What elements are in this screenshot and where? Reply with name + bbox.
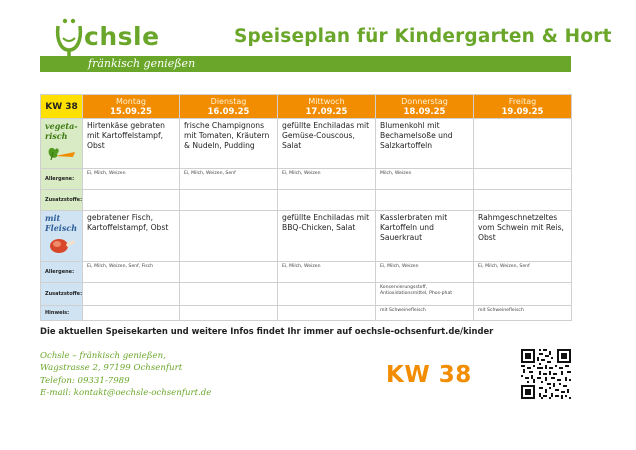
day-header (278, 95, 376, 119)
day-name: Freitag (508, 96, 537, 106)
notes-cell (83, 306, 180, 321)
kw-label: KW 38 (41, 95, 83, 119)
notes-cell: mit Schweinefleisch (474, 306, 572, 321)
vegetables-icon (45, 144, 77, 162)
vegetarian-allergens-row (41, 169, 572, 190)
day-name: Donnerstag (401, 96, 448, 106)
additives-label: Zusatzstoffe: (41, 190, 83, 211)
category-label: Fleisch (45, 223, 78, 233)
allergens-cell: Ei, Milch, Weizen (83, 169, 180, 190)
day-date: 17.09.25 (305, 106, 348, 117)
notes-cell (180, 306, 278, 321)
day-name: Montag (116, 96, 146, 106)
contact-block (40, 350, 211, 400)
dish-cell (180, 211, 278, 262)
notes-cell (278, 306, 376, 321)
additives-label: Zusatzstoffe: (41, 283, 83, 306)
additives-cell (180, 283, 278, 306)
allergens-cell: Ei, Milch, Weizen, Senf (180, 169, 278, 190)
table-header-row (41, 95, 572, 119)
contact-phone: Telefon: 09331-7989 (40, 375, 130, 386)
additives-cell (376, 190, 474, 211)
allergens-cell: Ei, Milch, Weizen (376, 262, 474, 283)
info-text: Die aktuellen Speisekarten und weitere Infos findet Ihr immer auf oechsle-ochsenfurt.de/kinder (40, 326, 494, 336)
meat-additives-row (41, 283, 572, 306)
additives-cell (474, 283, 572, 306)
qr-code-icon[interactable] (521, 349, 571, 399)
allergens-label: Allergene: (41, 262, 83, 283)
allergens-cell: Ei, Milch, Weizen, Senf (474, 262, 572, 283)
allergens-cell: Milch, Weizen (376, 169, 474, 190)
notes-label: Hinweis: (41, 306, 83, 321)
menu-table (40, 94, 572, 321)
allergens-label: Allergene: (41, 169, 83, 190)
day-name: Dienstag (210, 96, 247, 106)
day-header (83, 95, 180, 119)
logo-tagline: fränkisch genießen (88, 57, 196, 70)
category-vegetarian (41, 119, 83, 169)
dish-cell (474, 119, 572, 169)
additives-cell (180, 190, 278, 211)
allergens-cell: Ei, Milch, Weizen (278, 169, 376, 190)
meat-row (41, 211, 572, 262)
vegetarian-row (41, 119, 572, 169)
dish-cell: Blumenkohl mit Bechamelsoße und Salzkartoffeln (376, 119, 474, 169)
week-number-large: KW 38 (386, 362, 472, 388)
allergens-cell: Ei, Milch, Weizen, Senf, Fisch (83, 262, 180, 283)
dish-cell: gebratener Fisch, Kartoffelstampf, Obst (83, 211, 180, 262)
contact-email[interactable]: E-mail: kontakt@oechsle-ochsenfurt.de (40, 388, 212, 399)
additives-cell (278, 283, 376, 306)
day-header (376, 95, 474, 119)
allergens-cell: Ei, Milch, Weizen (278, 262, 376, 283)
dish-cell: frische Champignons mit Tomaten, Kräutern & Nudeln, Pudding (180, 119, 278, 169)
ham-icon (45, 235, 77, 255)
meat-allergens-row (41, 262, 572, 283)
page-title: Speiseplan für Kindergarten & Hort (234, 26, 612, 47)
category-label: mit (45, 213, 61, 223)
allergens-cell (180, 262, 278, 283)
category-label: vegeta- (45, 121, 78, 131)
contact-name: Ochsle – fränkisch genießen, (40, 351, 166, 361)
dish-cell: gefüllte Enchiladas mit BBQ-Chicken, Salat (278, 211, 376, 262)
additives-cell (474, 190, 572, 211)
day-header (180, 95, 278, 119)
additives-cell (278, 190, 376, 211)
additives-cell (83, 283, 180, 306)
dish-cell: Rahmgeschnetzeltes vom Schwein mit Reis, Obst (474, 211, 572, 262)
additives-cell: Konservierungsstoff, Antioxidationsmittel, Phos-phat (376, 283, 474, 306)
allergens-cell (474, 169, 572, 190)
category-meat (41, 211, 83, 262)
day-header (474, 95, 572, 119)
day-date: 19.09.25 (501, 106, 544, 117)
category-label: risch (45, 131, 68, 141)
contact-address: Wagstrasse 2, 97199 Ochsenfurt (40, 363, 183, 374)
dish-cell: Hirtenkäse gebraten mit Kartoffelstampf, Obst (83, 119, 180, 169)
additives-cell (83, 190, 180, 211)
logo-name: chsle (84, 22, 160, 51)
vegetarian-additives-row (41, 190, 572, 211)
day-date: 15.09.25 (110, 106, 152, 117)
dish-cell: gefüllte Enchiladas mit Gemüse-Couscous, Salat (278, 119, 376, 169)
dish-cell: Kasslerbraten mit Kartoffeln und Sauerkraut (376, 211, 474, 262)
day-date: 18.09.25 (403, 106, 446, 117)
day-name: Mittwoch (308, 96, 345, 106)
notes-cell: mit Schweinefleisch (376, 306, 474, 321)
day-date: 16.09.25 (207, 106, 250, 117)
meat-notes-row (41, 306, 572, 321)
